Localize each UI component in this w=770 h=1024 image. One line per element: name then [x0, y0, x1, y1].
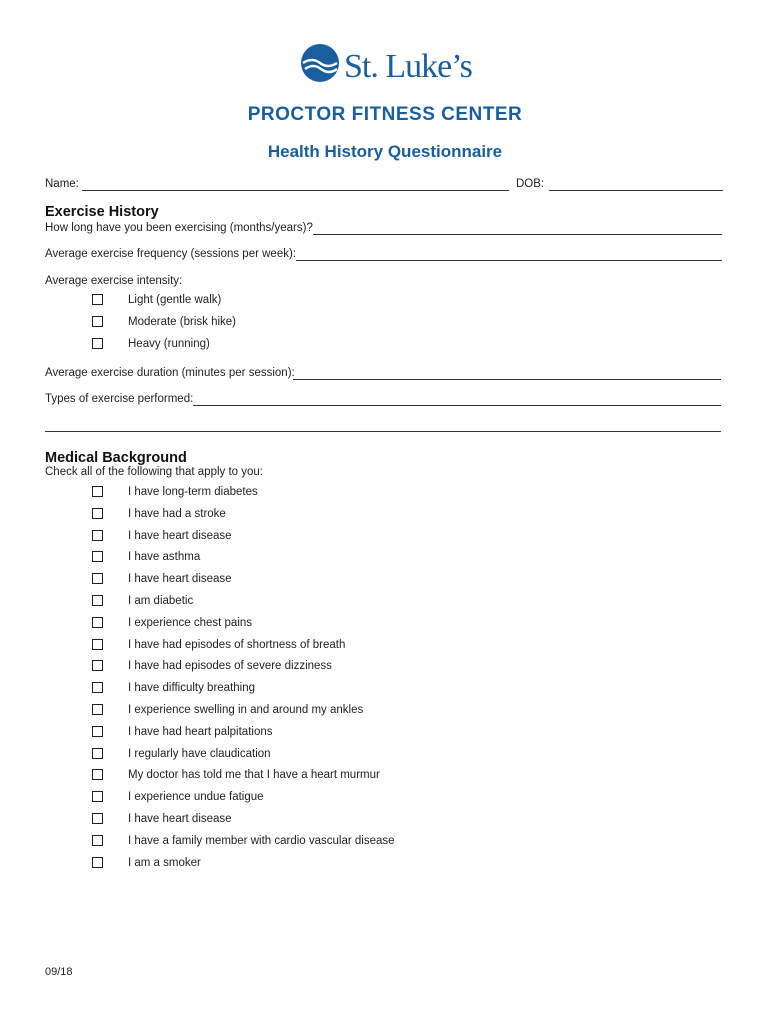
medical-background-heading: Medical Background	[45, 450, 187, 466]
medical-item-label: I have a family member with cardio vascular disease	[128, 835, 395, 847]
medical-checkbox[interactable]	[92, 595, 103, 606]
medical-item-label: I am a smoker	[128, 857, 201, 869]
medical-item-label: I have asthma	[128, 551, 201, 563]
medical-checkbox[interactable]	[92, 791, 103, 802]
medical-item-label: I am diabetic	[128, 595, 194, 607]
revision-date: 09/18	[45, 966, 73, 978]
medical-checkbox[interactable]	[92, 508, 103, 519]
logo-text: St. Luke’s	[344, 48, 472, 85]
types-question: Types of exercise performed:	[45, 393, 194, 405]
medical-checkbox[interactable]	[92, 660, 103, 671]
intensity-checkbox-moderate[interactable]	[92, 316, 103, 327]
medical-item-label: I have had episodes of shortness of breath	[128, 639, 346, 651]
exercise-duration-question: How long have you been exercising (months/years)?	[45, 222, 313, 234]
frequency-question: Average exercise frequency (sessions per week):	[45, 248, 296, 260]
medical-checkbox[interactable]	[92, 769, 103, 780]
wave-globe-icon	[300, 43, 340, 83]
center-name: PROCTOR FITNESS CENTER	[247, 104, 523, 125]
medical-checkbox[interactable]	[92, 486, 103, 497]
types-field[interactable]	[193, 405, 721, 406]
medical-item-label: I have had episodes of severe dizziness	[128, 660, 332, 672]
intensity-option-label: Heavy (running)	[128, 338, 210, 350]
exercise-duration-field[interactable]	[313, 234, 722, 235]
types-field-continued[interactable]	[45, 431, 721, 432]
medical-checkbox[interactable]	[92, 813, 103, 824]
dob-field[interactable]	[549, 190, 723, 191]
intensity-checkbox-light[interactable]	[92, 294, 103, 305]
medical-checkbox[interactable]	[92, 573, 103, 584]
medical-item-label: I regularly have claudication	[128, 748, 271, 760]
session-duration-question: Average exercise duration (minutes per session):	[45, 367, 295, 379]
medical-checkbox[interactable]	[92, 530, 103, 541]
medical-item-label: I have heart disease	[128, 530, 232, 542]
medical-item-label: I experience swelling in and around my ankles	[128, 704, 364, 716]
exercise-history-heading: Exercise History	[45, 204, 159, 220]
medical-item-label: I have difficulty breathing	[128, 682, 256, 694]
intensity-option-label: Light (gentle walk)	[128, 294, 222, 306]
medical-item-label: I have had a stroke	[128, 508, 226, 520]
session-duration-field[interactable]	[293, 379, 721, 380]
medical-instruction: Check all of the following that apply to you:	[45, 466, 263, 478]
medical-checkbox[interactable]	[92, 682, 103, 693]
medical-checkbox[interactable]	[92, 748, 103, 759]
frequency-field[interactable]	[296, 260, 722, 261]
medical-checkbox[interactable]	[92, 726, 103, 737]
medical-item-label: I have had heart palpitations	[128, 726, 273, 738]
intensity-checkbox-heavy[interactable]	[92, 338, 103, 349]
medical-item-label: I have heart disease	[128, 573, 232, 585]
name-field[interactable]	[82, 190, 509, 191]
intensity-option-label: Moderate (brisk hike)	[128, 316, 237, 328]
medical-item-label: I have long-term diabetes	[128, 486, 258, 498]
medical-checkbox[interactable]	[92, 617, 103, 628]
name-label: Name:	[45, 178, 79, 190]
medical-item-label: My doctor has told me that I have a heart murmur	[128, 769, 380, 781]
dob-label: DOB:	[516, 178, 545, 190]
medical-item-label: I experience undue fatigue	[128, 791, 264, 803]
medical-checkbox[interactable]	[92, 704, 103, 715]
medical-checkbox[interactable]	[92, 835, 103, 846]
medical-item-label: I experience chest pains	[128, 617, 253, 629]
st-lukes-logo	[300, 43, 480, 93]
intensity-question: Average exercise intensity:	[45, 275, 183, 287]
medical-checkbox[interactable]	[92, 857, 103, 868]
form-title: Health History Questionnaire	[267, 142, 503, 161]
medical-checkbox[interactable]	[92, 639, 103, 650]
medical-checkbox[interactable]	[92, 551, 103, 562]
medical-item-label: I have heart disease	[128, 813, 232, 825]
